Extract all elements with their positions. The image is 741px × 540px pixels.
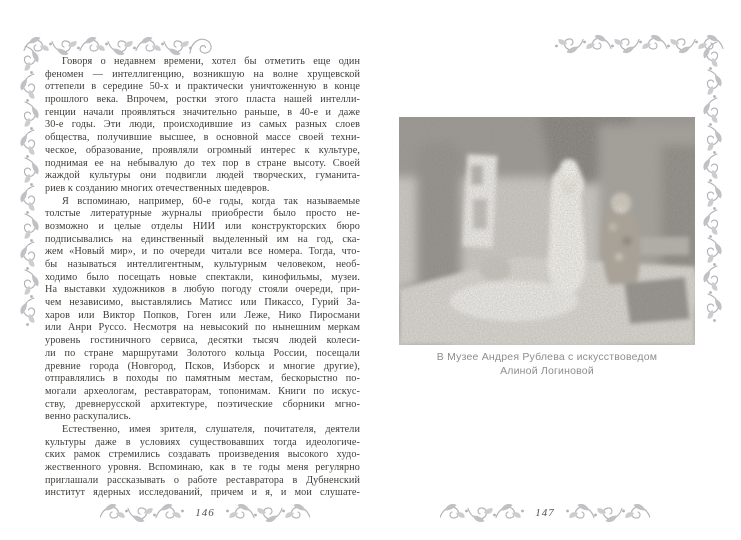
museum-photo <box>399 117 695 345</box>
text-line: бы называться интеллигентным, культурным человеком, необ- <box>45 259 360 270</box>
text-line: ческое, образование, проявляли огромный интерес к культуре, <box>45 144 360 156</box>
folio-ornament-right-b <box>564 503 650 523</box>
folio-ornament-left-a <box>100 503 186 523</box>
page-number-left: 146 <box>195 507 215 519</box>
text-line: чем независимо, выставлялись Матисс или Пикассо, Гурий За- <box>45 297 360 309</box>
text-line: харов или Виктор Попков, Гоген или Леже, Нико Пиросмани <box>45 309 360 321</box>
text-line: Я вспоминаю, например, 60-е годы, когда так называемые <box>62 195 360 207</box>
text-line: отправлялись в походы по памятным местам, бескорыстно по- <box>45 373 360 385</box>
text-line: древние города (Новгород, Псков, Изборск и многие другие), <box>45 360 360 372</box>
text-line: жем «Новый мир», и по очереди читали все номера. Тогда, что- <box>45 246 360 258</box>
photo-caption-line-1: В Музее Андрея Рублева с искусствоведом <box>436 351 658 363</box>
folio-left <box>95 501 315 525</box>
folio-ornament-right-a <box>440 503 526 523</box>
text-line: приглашали рассказывать о работе реставратора в Дубненский <box>45 474 360 486</box>
text-line: институт ядерных исследований, причем и я, и мои слушате- <box>45 487 360 499</box>
text-line: могали археологам, реставраторам, топонимам. Книги по искус- <box>45 385 360 397</box>
left-page-text <box>45 56 360 500</box>
folio-right <box>435 501 655 525</box>
text-line: культуры даже в условиях существовавших тогда идеологиче- <box>45 436 360 448</box>
text-line: подписывались на единственный выделенный им на год, ска- <box>45 233 360 245</box>
text-line: генции начали проявляться значительно раньше, в 40-е и даже <box>45 106 360 118</box>
text-line: На выставки художников в любую погоду стояли очереди, при- <box>45 284 360 296</box>
text-line: жественного уровня. Вспоминаю, как в те годы меня регулярно <box>45 462 360 473</box>
text-line: поднимая ее на небывалую до тех пор в стране высоту. Своей <box>45 157 360 169</box>
page-number-right: 147 <box>535 507 555 519</box>
text-line: венно раскупались. <box>45 411 131 423</box>
text-line: оттепели в середине 50-х и практически уничтоженную в конце <box>45 81 360 93</box>
text-line: прошлого века. Впрочем, ростки этого пласта нашей интелли- <box>45 94 360 106</box>
text-line: общества, получившие высшее, в основной массе своей техни- <box>45 132 360 144</box>
text-line: уровень гостиничного сервиса, десятки тысяч людей колеси- <box>45 335 360 347</box>
ornament-top-left-horizontal <box>22 35 218 57</box>
text-line: Говоря о недавнем времени, хотел бы отметить еще один <box>62 56 360 67</box>
text-line: возможно и целые отделы НИИ или конструкторских бюро <box>45 220 360 232</box>
photo-caption <box>399 351 695 378</box>
text-line: ли по стране маршрутами Золотого кольца России, посещали <box>45 347 360 359</box>
text-line: толстые литературные журналы приобрести было просто не- <box>45 208 360 220</box>
text-line: ских рамок стремились создавать произведения высокого худо- <box>45 449 360 461</box>
text-line: ходимо было посещать новые спектакли, кинофильмы, музеи. <box>45 271 360 283</box>
photo-caption-line-2: Алиной Логиновой <box>500 364 594 377</box>
text-line: риев к созданию многих отечественных шедевров. <box>45 182 270 194</box>
text-line: Естественно, имея зрителя, слушателя, почитателя, деятели <box>62 423 360 435</box>
text-line: жаждой культуры они подвигли людей творческих, гуманита- <box>45 170 360 182</box>
text-line: 30-е годы. Эти люди, происходившие из самых разных слоев <box>45 119 360 131</box>
text-line: или Анри Руссо. Несмотря на невысокий по нынешним меркам <box>45 322 360 334</box>
ornament-top-right-horizontal <box>553 33 725 55</box>
text-line: феномен — интеллигенцию, возникшую на волне хрущевской <box>45 68 360 80</box>
text-line: ству, древнерусской архитектуре, поэтические сборники мгно- <box>45 398 360 410</box>
folio-ornament-left-b <box>224 503 310 523</box>
ornament-left-border <box>17 46 41 338</box>
ornament-right-border <box>701 42 725 332</box>
